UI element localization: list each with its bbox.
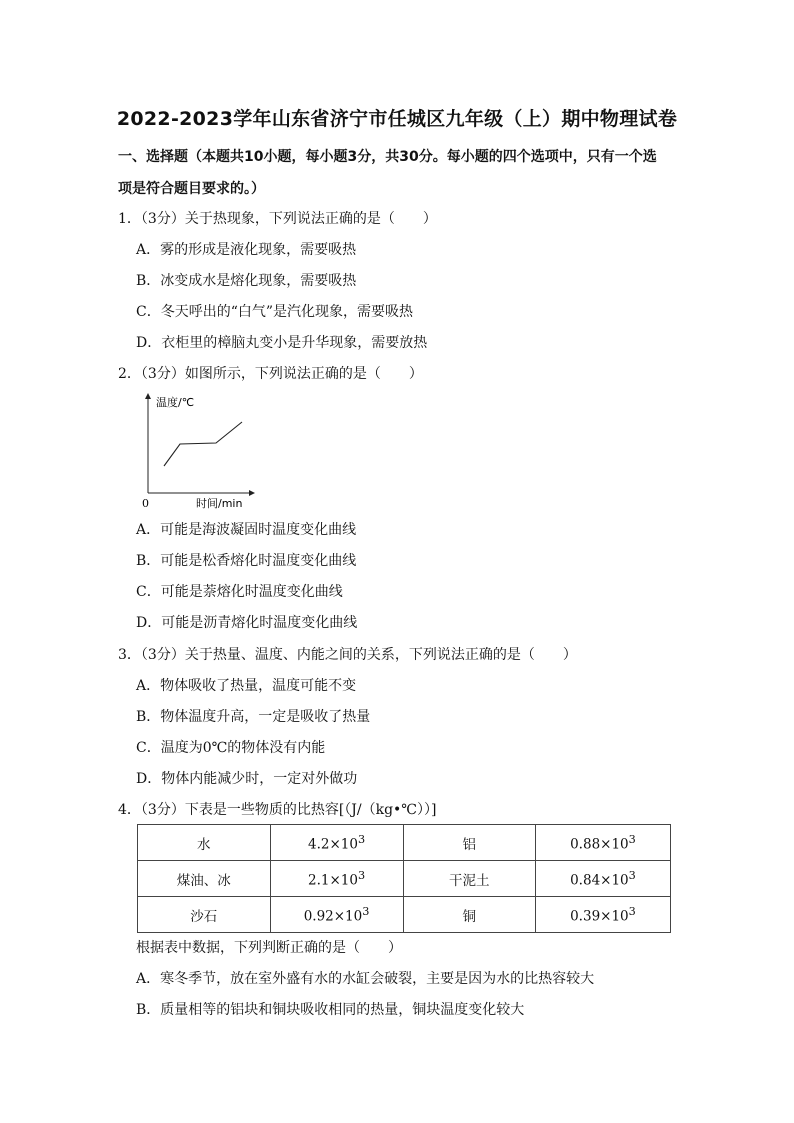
question-2-option-a: A．可能是海波凝固时温度变化曲线 <box>136 522 357 538</box>
question-2-option-c: C．可能是萘熔化时温度变化曲线 <box>136 584 343 600</box>
value-exponent: 3 <box>628 904 636 918</box>
table-cell-substance: 煤油、冰 <box>138 861 271 897</box>
question-2-option-d: D．可能是沥青熔化时温度变化曲线 <box>136 615 358 631</box>
question-1-option-c: C．冬天呼出的“白气”是汽化现象，需要吸热 <box>136 304 414 320</box>
question-2-stem: 2．（3分）如图所示，下列说法正确的是（ ） <box>118 366 423 382</box>
temperature-time-graph <box>130 390 270 515</box>
value-exponent: 3 <box>628 868 636 882</box>
y-axis-label: 温度/℃ <box>156 396 195 409</box>
table-row <box>138 897 671 933</box>
section-heading-line1: 一、选择题（本题共10小题，每小题3分，共30分。每小题的四个选项中，只有一个选 <box>118 149 657 165</box>
question-1-option-b: B．冰变成水是熔化现象，需要吸热 <box>136 273 357 289</box>
question-1-option-d: D．衣柜里的樟脑丸变小是升华现象，需要放热 <box>136 335 428 351</box>
question-4-after-table: 根据表中数据，下列判断正确的是（ ） <box>136 940 402 956</box>
table-cell-value <box>535 861 670 897</box>
question-3-option-b: B．物体温度升高，一定是吸收了热量 <box>136 709 371 725</box>
table-cell-substance: 铝 <box>403 825 535 861</box>
question-1-stem: 1．（3分）关于热现象，下列说法正确的是（ ） <box>118 211 437 227</box>
question-3-option-d: D．物体内能减少时，一定对外做功 <box>136 771 358 787</box>
table-cell-substance: 干泥土 <box>403 861 535 897</box>
question-3-option-a: A．物体吸收了热量，温度可能不变 <box>136 678 357 694</box>
value-mantissa: 2.1×10 <box>307 872 358 889</box>
table-cell-value <box>270 897 403 933</box>
table-row <box>138 825 671 861</box>
value-mantissa: 4.2×10 <box>307 836 358 853</box>
table-cell-value <box>535 825 670 861</box>
question-2-option-b: B．可能是松香熔化时温度变化曲线 <box>136 553 357 569</box>
value-exponent: 3 <box>357 868 366 882</box>
temperature-curve <box>164 422 242 466</box>
table-cell-substance: 沙石 <box>138 897 271 933</box>
value-exponent: 3 <box>357 832 366 846</box>
question-3-option-c: C．温度为0℃的物体没有内能 <box>136 740 326 756</box>
value-mantissa: 0.84×10 <box>570 872 629 889</box>
table-cell-substance: 铜 <box>403 897 535 933</box>
value-exponent: 3 <box>628 832 636 846</box>
value-mantissa: 0.88×10 <box>570 836 629 853</box>
question-4-option-b: B．质量相等的铝块和铜块吸收相同的热量，铜块温度变化较大 <box>136 1002 525 1018</box>
origin-label: 0 <box>142 497 149 510</box>
value-exponent: 3 <box>362 904 370 918</box>
table-cell-value <box>535 897 670 933</box>
table-row <box>138 861 671 897</box>
question-4-stem: 4．（3分）下表是一些物质的比热容[（J/（kg•℃））] <box>118 802 437 818</box>
table-cell-value <box>270 861 403 897</box>
x-axis-label: 时间/min <box>196 497 243 510</box>
section-heading-line2: 项是符合题目要求的。） <box>118 181 265 197</box>
value-mantissa: 0.39×10 <box>570 908 629 925</box>
table-cell-substance: 水 <box>138 825 271 861</box>
table-cell-value <box>270 825 403 861</box>
page-title: 2022-2023学年山东省济宁市任城区九年级（上）期中物理试卷 <box>116 108 678 130</box>
question-1-option-a: A．雾的形成是液化现象，需要吸热 <box>136 242 357 258</box>
question-3-stem: 3．（3分）关于热量、温度、内能之间的关系，下列说法正确的是（ ） <box>118 647 577 663</box>
value-mantissa: 0.92×10 <box>303 908 363 925</box>
question-4-option-a: A．寒冬季节，放在室外盛有水的水缸会破裂，主要是因为水的比热容较大 <box>136 971 595 987</box>
specific-heat-table <box>137 824 671 933</box>
